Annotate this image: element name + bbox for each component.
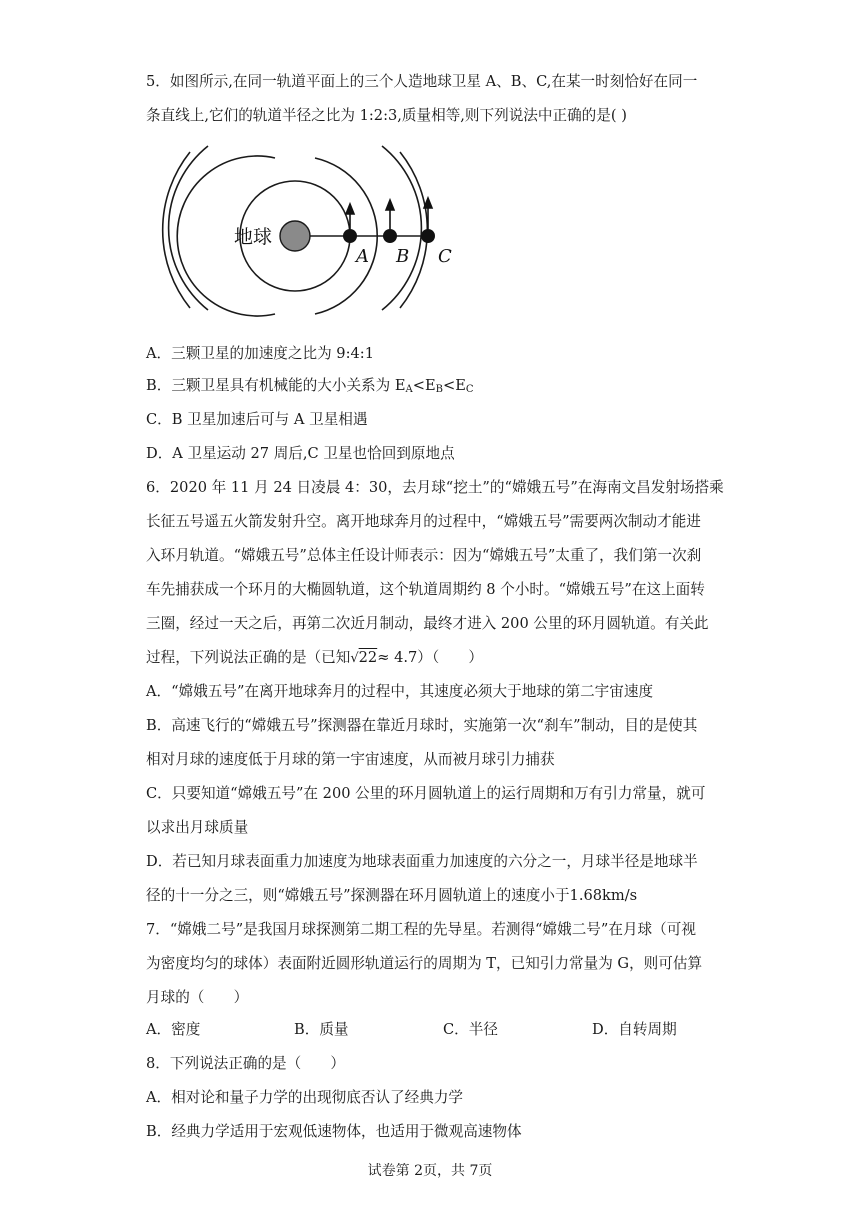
satellite-b: [383, 229, 397, 243]
q6-option-d-line2: 径的十一分之三，则“嫦娥五号”探测器在环月圆轨道上的速度小于1.68km/s: [146, 887, 638, 904]
label-c: C: [438, 246, 452, 267]
q5-option-c: C．B 卫星加速后可与 A 卫星相遇: [146, 411, 368, 428]
label-a: A: [356, 246, 369, 267]
arrow-head-c-icon: [424, 198, 432, 208]
satellite-orbit-diagram: [160, 148, 452, 310]
q8-option-b: B．经典力学适用于宏观低速物体，也适用于微观高速物体: [146, 1123, 522, 1140]
q8-option-a: A．相对论和量子力学的出现彻底否认了经典力学: [146, 1089, 464, 1106]
q7-stem-line2: 为密度均匀的球体）表面附近圆形轨道运行的周期为 T，已知引力常量为 G，则可估算: [146, 955, 703, 972]
q7-option-b: B．质量: [294, 1021, 349, 1038]
q6-option-b-line2: 相对月球的速度低于月球的第一宇宙速度，从而被月球引力捕获: [146, 751, 555, 768]
satellite-c: [421, 229, 435, 243]
earth-icon: [280, 221, 310, 251]
q6-stem-line3: 入环月轨道。“嫦娥五号”总体主任设计师表示：因为“嫦娥五号”太重了，我们第一次刹: [146, 547, 702, 564]
q6-option-a: A．“嫦娥五号”在离开地球奔月的过程中，其速度必须大于地球的第二宇宙速度: [146, 683, 654, 700]
sqrt-value: 22: [358, 649, 378, 666]
q6-stem-line5: 三圈，经过一天之后，再第二次近月制动，最终才进入 200 公里的环月圆轨道。有关此: [146, 615, 709, 632]
q7-option-a: A．密度: [146, 1021, 201, 1038]
q5-option-d: D．A 卫星运动 27 周后,C 卫星也恰回到原地点: [146, 445, 455, 462]
q6-stem-line1: 6．2020 年 11 月 24 日凌晨 4：30，去月球“挖土”的“嫦娥五号”在海南文昌发射场搭乘: [146, 479, 724, 496]
label-b: B: [396, 246, 410, 267]
earth-label: 地球: [234, 226, 273, 248]
orbit-mid-right-arc: [382, 146, 421, 310]
q6-stem-line2: 长征五号遥五火箭发射升空。离开地球奔月的过程中，“嫦娥五号”需要两次制动才能进: [146, 513, 701, 530]
q6-stem-line6: 过程，下列说法正确的是（已知√22≈ 4.7）（ ）: [146, 649, 483, 666]
satellite-a: [343, 229, 357, 243]
orbit-mid-left-arc: [169, 146, 208, 310]
q6-option-d-line1: D．若已知月球表面重力加速度为地球表面重力加速度的六分之一，月球半径是地球半: [146, 853, 698, 870]
q5-option-a: A．三颗卫星的加速度之比为 9:4:1: [146, 345, 374, 362]
arrow-head-b-icon: [386, 200, 394, 210]
q5-option-b: B．三颗卫星具有机械能的大小关系为 $E_A<E_B<E_C$: [146, 377, 474, 395]
q7-stem-line3: 月球的（ ）: [146, 989, 249, 1006]
q6-option-c-line1: C．只要知道“嫦娥五号”在 200 公里的环月圆轨道上的运行周期和万有引力常量，就可: [146, 785, 706, 802]
arrow-head-a-icon: [346, 204, 354, 214]
q5-stem-line2: 条直线上,它们的轨道半径之比为 1:2:3,质量相等,则下列说法中正确的是( ): [146, 107, 627, 124]
q6-option-b-line1: B．高速飞行的“嫦娥五号”探测器在靠近月球时，实施第一次“刹车”制动，目的是使其: [146, 717, 698, 734]
q7-stem-line1: 7．“嫦娥二号”是我国月球探测第二期工程的先导星。若测得“嫦娥二号”在月球（可视: [146, 921, 696, 938]
q8-stem: 8．下列说法正确的是（ ）: [146, 1055, 346, 1072]
q6-stem-line4: 车先捕获成一个环月的大椭圆轨道，这个轨道周期约 8 个小时。“嫦娥五号”在这上面转: [146, 581, 705, 598]
q7-option-c: C．半径: [443, 1021, 498, 1038]
q7-option-d: D．自转周期: [592, 1021, 677, 1038]
page-footer: 试卷第 2页，共 7页: [367, 1163, 493, 1179]
q6-option-c-line2: 以求出月球质量: [146, 819, 249, 836]
q5-stem-line1: 5．如图所示,在同一轨道平面上的三个人造地球卫星 A、B、C,在某一时刻恰好在同一: [146, 73, 698, 90]
